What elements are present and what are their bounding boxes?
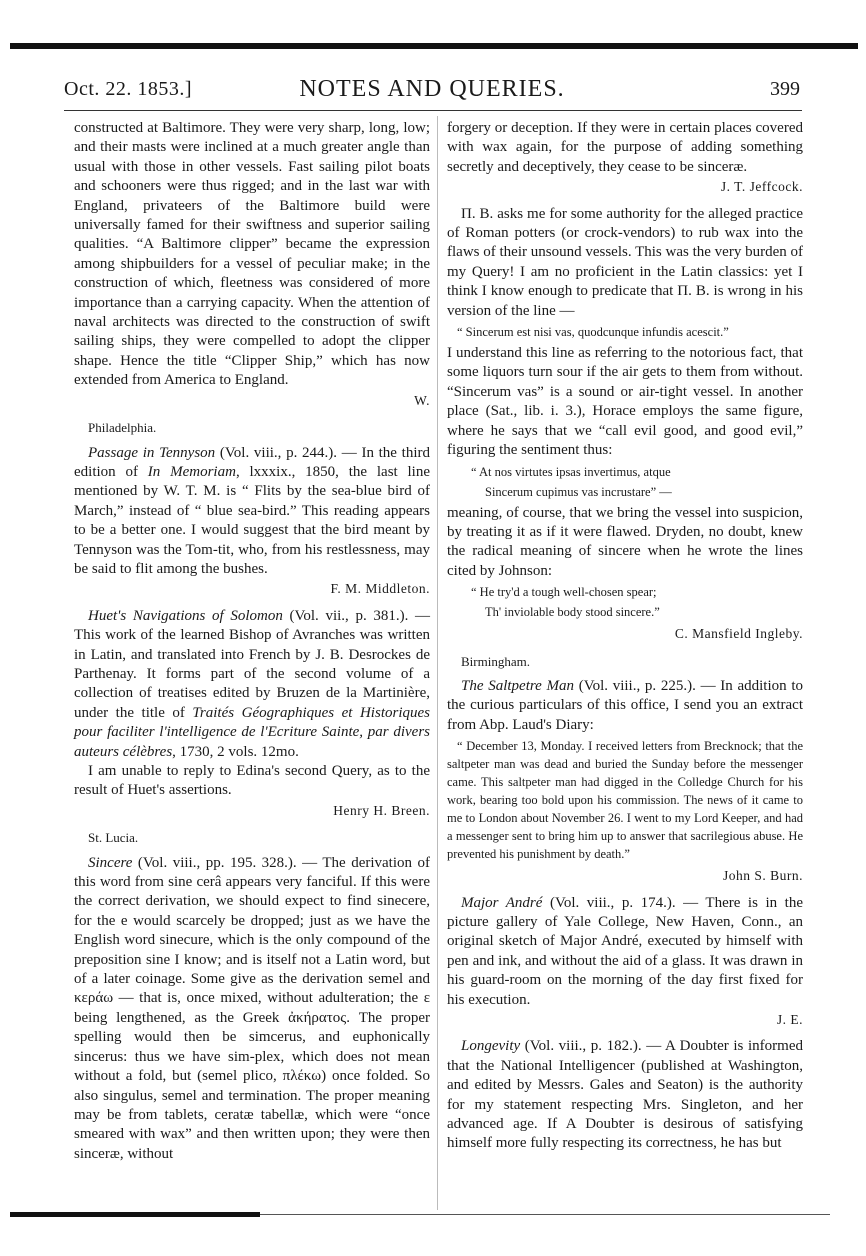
- column-divider: [437, 116, 438, 1210]
- running-header: [64, 76, 800, 106]
- saltpetre-text: (Vol. viii., p. 225.). — In addition to the curious particulars of this office, I send you an extract from Abp. Laud's Diary:: [447, 677, 803, 733]
- sincere-heading: Sincere: [88, 854, 133, 871]
- bottom-rule: [10, 1212, 260, 1217]
- horace-quote: “ Sincerum est nisi vas, quodcunque infundis acescit.”: [457, 325, 729, 340]
- clipper-place: Philadelphia.: [88, 420, 157, 436]
- sour-liquor-paragraph: I understand this line as referring to the notorious fact, that some liquors turn sour if the air gets to them from without. “Sincerum vas” is a sound or air-tight vessel. In another place (Sat., lib. i. 3.), Horace employs the same figure, where he says that we “call evil good, and good evil,” figuring the sentiment thus:: [447, 345, 803, 459]
- huet-article: [74, 607, 430, 762]
- left-column: [74, 119, 430, 1164]
- huet-text-1: (Vol. vii., p. 381.). — This work of the learned Bishop of Avranches was written in Latin, and translated into French by J. B. Desrockes de Parthenay. It forms part of the second volume of a collection of treatises edited by Bruzen de la Martinière, under the title of: [74, 607, 430, 721]
- huet-work-title: Traités Géographiques et Historiques pour faciliter l'intelligence de l'Ecriture Sainte, par divers auteurs célèbres: [74, 704, 430, 760]
- longevity-article: [447, 1037, 803, 1153]
- huet-reply: I am unable to reply to Edina's second Query, as to the result of Huet's assertions.: [74, 763, 430, 799]
- longevity-text: (Vol. viii., p. 182.). — A Doubter is informed that the National Intelligencer (published at Washington, and edited by Messrs. Gales and Seaton) is the authority for my statement respecting Mrs. Singleton, and her advanced age. If A Doubter is desirous of satisfying himself more fully respecting its correctness, he has but: [447, 1038, 803, 1152]
- andre-heading: Major André: [461, 894, 543, 911]
- longevity-heading: Longevity: [461, 1038, 521, 1055]
- clipper-signature: W.: [414, 392, 430, 408]
- journal-title: NOTES AND QUERIES.: [299, 76, 565, 102]
- forgery-paragraph: forgery or deception. If they were in certain places covered with wax again, for the purpose of adding something secretly and deceptively, they cease to be sinceræ.: [447, 120, 803, 175]
- huet-heading: Huet's Navigations of Solomon: [88, 607, 283, 624]
- header-rule: [64, 110, 802, 111]
- dryden-verse-line-1: “ He try'd a tough well-chosen spear;: [471, 585, 657, 600]
- dryden-verse-line-2: Th' inviolable body stood sincere.”: [485, 605, 660, 620]
- potters-paragraph: Π. B. asks me for some authority for the alleged practice of Roman potters (or crock-vendors) to rub wax into the flaws of their unsound vessels. This was the very burden of my Query! I am no proficient in the Latin classics: yet I think I know enough to predicate that Π. B. is wrong in his version of the line —: [447, 205, 803, 319]
- clipper-paragraph: constructed at Baltimore. They were very sharp, long, low; and their masts were inclined at a much greater angle than usual with those in other vessels. Fast sailing pilot boats and schooners were thus rigged; and in the last war with England, privateers of the Baltimore build were universally famed for their swiftness and superior sailing qualities. “A Baltimore clipper” became the expression among shipbuilders for a vessel of peculiar make; in the construction of which, fleetness was considered of more importance than a carrying capacity. When the attention of naval architects was directed to the construction of swift sailing ships, they were compelled to adopt the clipper shape. Hence the title “Clipper Ship,” which has now extended from America to England.: [74, 120, 430, 389]
- ingleby-signature: C. Mansfield Ingleby.: [674, 626, 803, 642]
- andre-signature: J. E.: [776, 1012, 803, 1027]
- dryden-paragraph: meaning, of course, that we bring the vessel into suspicion, by treating it as if it were flawed. Dryden, no doubt, knew the radical meaning of sincere when he wrote the lines cited by Johnson:: [447, 504, 803, 579]
- bottom-thin-rule: [260, 1214, 830, 1215]
- tennyson-heading: Passage in Tennyson: [88, 444, 216, 461]
- tennyson-poem-title: In Memoriam: [147, 463, 236, 480]
- top-rule: [10, 43, 858, 49]
- page-number: 399: [770, 78, 800, 100]
- saltpetre-article: [447, 677, 803, 735]
- horace-verse-line-1: “ At nos virtutes ipsas invertimus, atque: [471, 464, 671, 479]
- andre-text: (Vol. viii., p. 174.). — There is in the picture gallery of Yale College, New Haven, Conn., an original sketch of Major André, executed by himself with pen and ink, and without the aid of a glass. It was drawn in his guard-room on the morning of the day first fixed for his execution.: [447, 894, 803, 1008]
- andre-article: [447, 894, 803, 1010]
- sincere-text: (Vol. viii., pp. 195. 328.). — The derivation of this word from sine cerâ appears very fanciful. If this were the correct derivation, we should expect to find sinecere, for the e would scarcely be dropped; just as we have the English word sinecure, which is the only compound of the preposition sine I know; and is itself not a Latin word, but of a later coinage. Some give as the derivation semel and κεράω — that is, once mixed, without adulteration; the ε being lengthened, as the Greek ἀκήρατος. The proper spelling would then be simcerus, and euphonically sincerus: thus we have sim-plex, which does not mean without a fold, but (semel plico, πλέκω) once folded. So also singulus, semel and termination. The proper meaning may be from tablets, ceratæ tabellæ, which were “once smeared with wax” and then written upon; they were then sinceræ, without: [74, 854, 430, 1162]
- laud-diary-quote: “ December 13, Monday. I received letters from Brecknock; that the saltpeter man was dead and buried the Sunday before the messenger came. This saltpeter man had digged in the Colledge Church for his work, bearing too bold upon his commission. The news of it came to me to London about November 26. I went to my Lord Keeper, and had a messenger sent to bring him up to answer that sacrilegious abuse. He prevented his punishment by death.”: [447, 739, 803, 862]
- burn-signature: John S. Burn.: [722, 868, 803, 884]
- tennyson-text-1: (Vol. viii., p. 244.). — In the third edition of: [74, 444, 430, 480]
- huet-signature: Henry H. Breen.: [333, 802, 430, 818]
- tennyson-signature: F. M. Middleton.: [330, 581, 430, 597]
- sincere-article: [74, 854, 430, 1165]
- ingleby-place: Birmingham.: [461, 653, 530, 669]
- tennyson-article: [74, 444, 430, 580]
- huet-text-2: , 1730, 2 vols. 12mo.: [172, 743, 299, 760]
- huet-place: St. Lucia.: [88, 830, 139, 846]
- horace-verse-line-2: Sincerum cupimus vas incrustare” —: [485, 484, 672, 499]
- issue-date: Oct. 22. 1853.]: [64, 78, 193, 100]
- saltpetre-heading: The Saltpetre Man: [461, 677, 574, 694]
- right-column: [447, 119, 803, 1154]
- jeffcock-signature: J. T. Jeffcock.: [720, 179, 803, 195]
- tennyson-text-2: , lxxxix., 1850, the last line mentioned by W. T. M. is “ Flits by the sea-blue bird of March,” instead of “ blue sea-bird.” This reading appears to be a better one. I would suggest that the bird meant by Tennyson was the Tom-tit, who, from his restlessness, may be said to flit among the bushes.: [74, 463, 431, 577]
